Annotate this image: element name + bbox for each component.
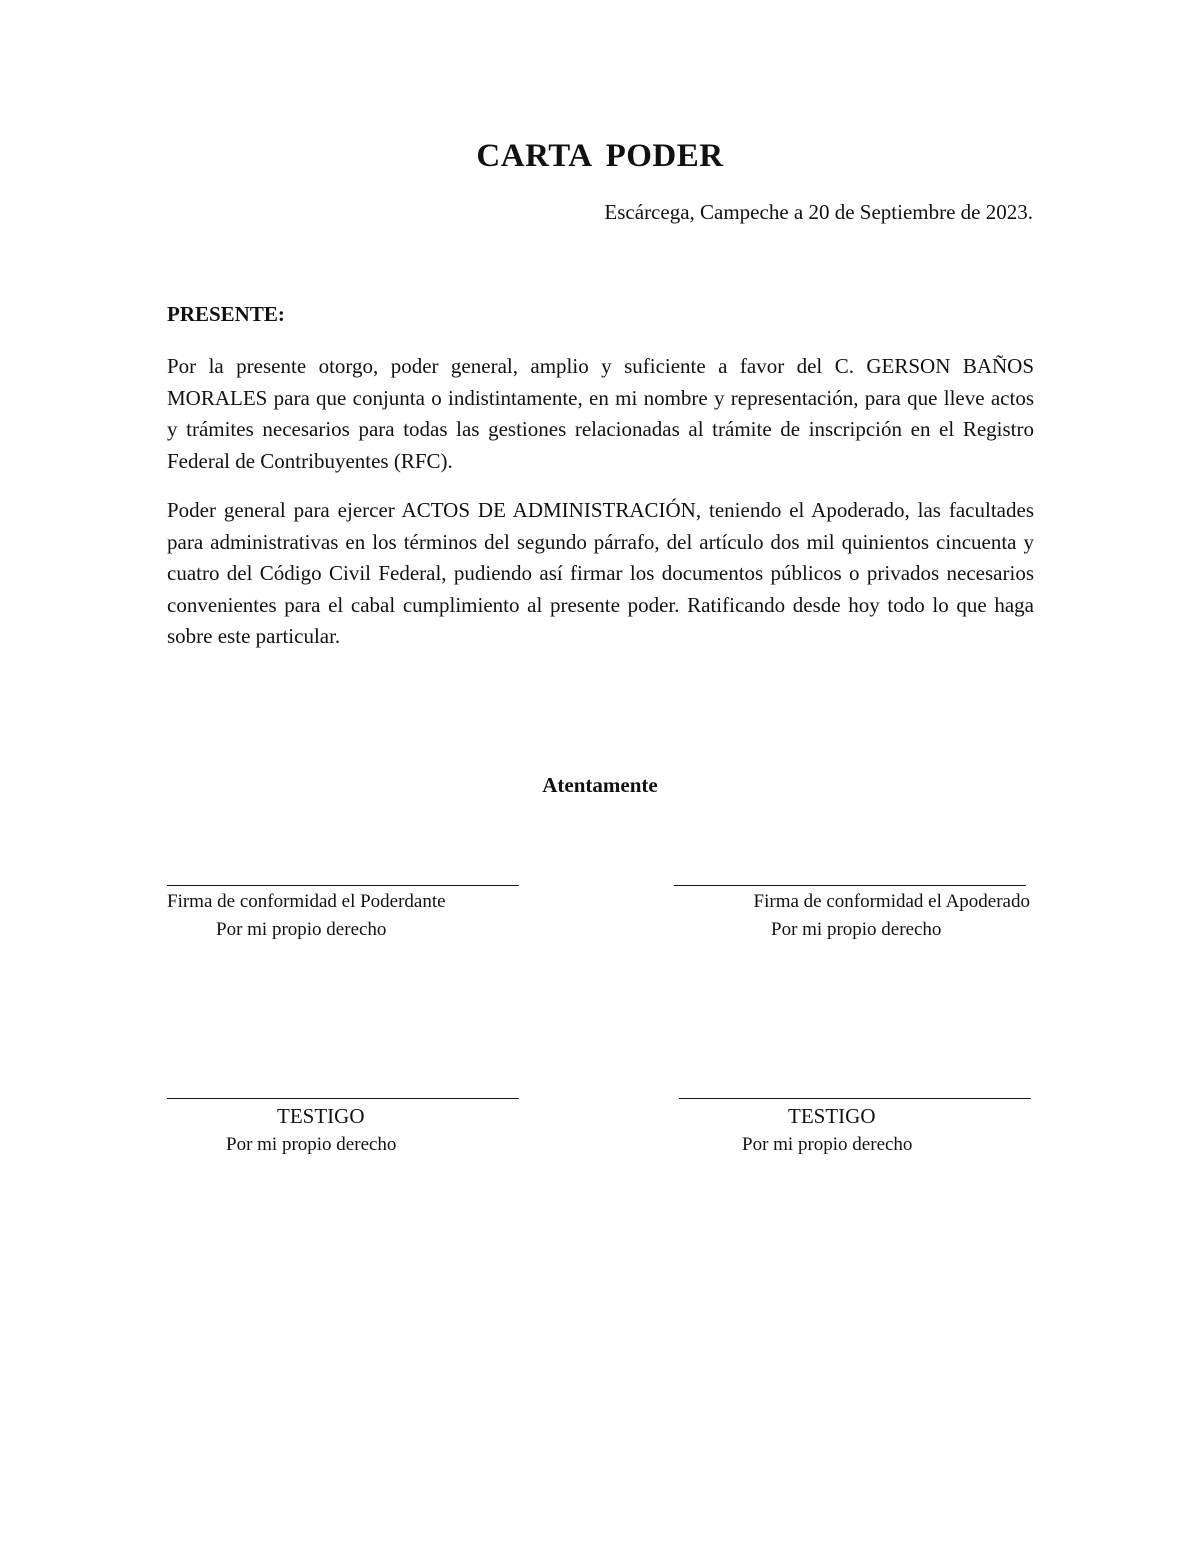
- witness-label: TESTIGO: [788, 1104, 876, 1128]
- date-line: Escárcega, Campeche a 20 de Septiembre de 2023.: [604, 200, 1033, 224]
- paragraph-powers: Poder general para ejercer ACTOS DE ADMINISTRACIÓN, teniendo el Apoderado, las facultades para administrativas en los términos del segundo párrafo, del artículo dos mil quinientos cincuenta y cuatro del Código Civil Federal, pudiendo así firmar los documentos públicos o privados necesarios convenientes para el cabal cumplimiento al presente poder. Ratificando desde hoy todo lo que haga sobre este particular.: [167, 498, 1034, 648]
- salutation: PRESENTE:: [167, 302, 285, 326]
- paragraph-grant: Por la presente otorgo, poder general, amplio y suficiente a favor del C. GERSON BAÑOS MORALES para que conjunta o indistintamente, en mi nombre y representación, para que lleve actos y trámites necesarios para todas las gestiones relacionadas al trámite de inscripción en el Registro Federal de Contribuyentes (RFC).: [167, 354, 1034, 473]
- document-title: CARTA PODER: [476, 138, 724, 174]
- signature-line: [167, 885, 519, 886]
- witness-sub: Por mi propio derecho: [226, 1134, 397, 1155]
- signature-line: [674, 885, 1026, 886]
- signature-block-poderdante: [167, 885, 519, 944]
- signature-label: Firma de conformidad el Apoderado: [753, 891, 1030, 912]
- signature-block-apoderado: [674, 885, 1034, 944]
- signature-sub: Por mi propio derecho: [216, 919, 387, 940]
- witness-label: TESTIGO: [277, 1104, 365, 1128]
- signature-line: [167, 1098, 519, 1099]
- witness-block-1: [167, 1098, 519, 1159]
- closing: Atentamente: [542, 773, 658, 797]
- witness-block-2: [679, 1098, 1031, 1159]
- witness-sub: Por mi propio derecho: [742, 1134, 913, 1155]
- signature-line: [679, 1098, 1031, 1099]
- signature-sub: Por mi propio derecho: [771, 919, 942, 940]
- signature-label: Firma de conformidad el Poderdante: [167, 891, 446, 912]
